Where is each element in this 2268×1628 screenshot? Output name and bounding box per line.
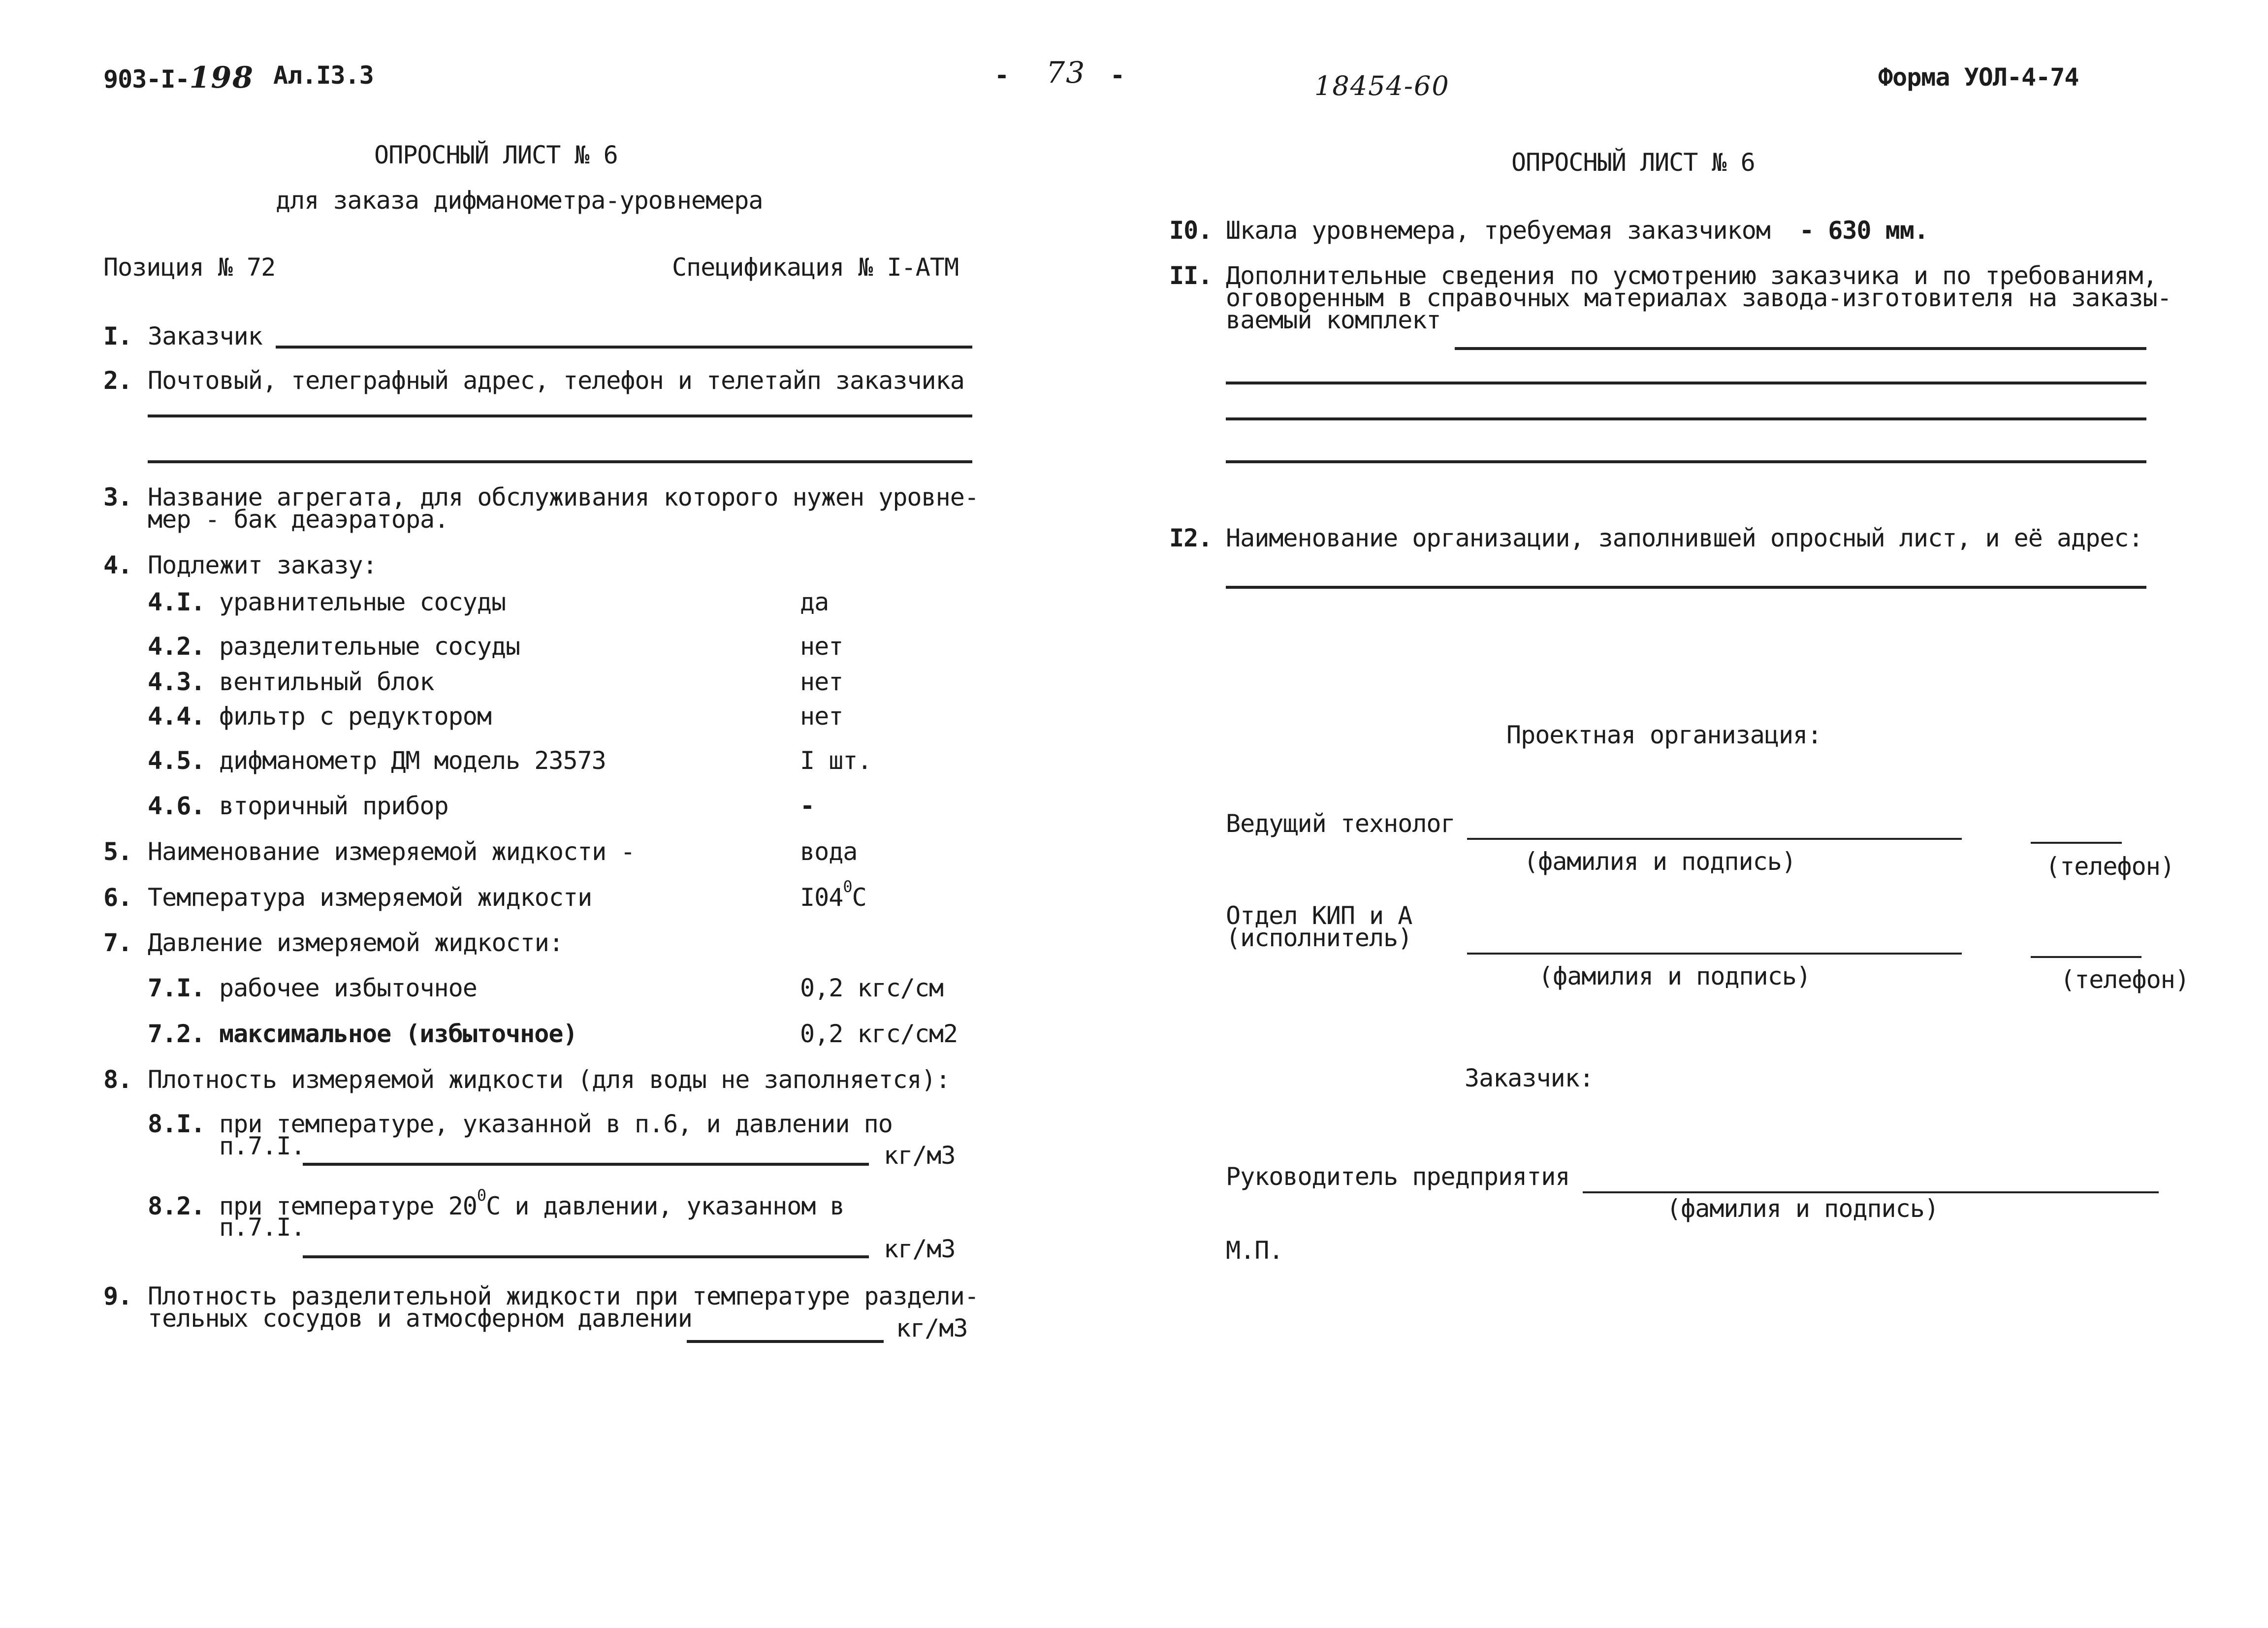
kip-department-line-2: (исполнитель) — [1226, 924, 1412, 952]
item-7-1-number: 7.I. — [148, 974, 205, 1002]
sign-caption-3: (фамилия и подпись) — [1666, 1194, 1939, 1223]
item-4-number: 4. — [103, 551, 132, 579]
item-8-number: 8. — [103, 1065, 132, 1094]
item-3-line-2: мер - бак деаэратора. — [148, 505, 449, 534]
item-2-number: 2. — [103, 366, 132, 395]
project-organization-heading: Проектная организация: — [1506, 721, 1822, 749]
item-8-2-line-1-a: при температуре 20 — [219, 1192, 477, 1220]
left-title: ОПРОСНЫЙ ЛИСТ № 6 — [374, 141, 618, 169]
item-8-label: Плотность измеряемой жидкости (для воды не заполняется): — [148, 1065, 950, 1094]
specification-number: Спецификация № I-АТМ — [672, 253, 959, 282]
item-11-field-line-4 — [1226, 460, 2146, 463]
form-code: Форма УОЛ-4-74 — [1878, 63, 2079, 92]
item-11-line-3: ваемый комплект — [1226, 306, 1441, 334]
kip-department-line-1: Отдел КИП и А — [1226, 901, 1412, 930]
item-3-line-1: Название агрегата, для обслуживания которого нужен уровне- — [148, 483, 979, 511]
item-4-4-label: фильтр с редуктором — [219, 702, 491, 731]
item-6-unit: С — [852, 883, 866, 912]
item-9-unit: кг/м3 — [896, 1314, 968, 1342]
address-field-line-1 — [148, 415, 972, 417]
lead-technologist-phone-line — [2031, 842, 2122, 844]
page-number: 73 — [1046, 56, 1086, 90]
item-4-1-value: да — [800, 588, 829, 616]
item-6-value — [800, 877, 866, 912]
lead-technologist-label: Ведущий технолог — [1226, 809, 1455, 838]
item-4-4-number: 4.4. — [148, 702, 205, 731]
item-1-number: I. — [103, 322, 132, 351]
page-dash-right: - — [1110, 61, 1125, 90]
item-4-5-number: 4.5. — [148, 746, 205, 775]
item-10-value: - 630 мм. — [1799, 216, 1928, 245]
phone-caption-2: (телефон) — [2060, 965, 2189, 994]
item-5-label: Наименование измеряемой жидкости - — [148, 837, 635, 866]
item-4-6-label: вторичный прибор — [219, 792, 448, 820]
item-4-2-value: нет — [800, 632, 843, 661]
item-5-number: 5. — [103, 837, 132, 866]
item-8-1-field-line — [303, 1163, 869, 1166]
item-8-1-line-2: п.7.I. — [219, 1132, 305, 1160]
right-title: ОПРОСНЫЙ ЛИСТ № 6 — [1511, 148, 1755, 177]
item-6-value-number: I04 — [800, 883, 843, 912]
item-5-value: вода — [800, 837, 858, 866]
customer-heading: Заказчик: — [1465, 1064, 1594, 1092]
item-11-number: II. — [1169, 261, 1213, 290]
customer-field-line — [276, 346, 972, 349]
enterprise-director-sign-line — [1583, 1191, 2159, 1193]
item-6-label: Температура измеряемой жидкости — [148, 883, 592, 912]
item-8-2-line-1 — [219, 1186, 844, 1220]
position-number: Позиция № 72 — [103, 253, 276, 282]
item-8-1-line-1: при температуре, указанной в п.6, и давлении по — [219, 1110, 893, 1138]
enterprise-director-label: Руководитель предприятия — [1226, 1162, 1570, 1191]
phone-caption-1: (телефон) — [2045, 852, 2174, 881]
item-4-6-value: - — [800, 792, 815, 820]
item-4-5-label: дифманометр ДМ модель 23573 — [219, 746, 606, 775]
item-7-2-value: 0,2 кгс/см2 — [800, 1020, 958, 1048]
item-11-line-1: Дополнительные сведения по усмотрению заказчика и по требованиям, — [1226, 261, 2157, 290]
item-8-2-line-2: п.7.I. — [219, 1213, 305, 1242]
item-12-field-line — [1226, 586, 2146, 589]
left-subtitle: для заказа дифманометра-уровнемера — [276, 186, 763, 215]
doc-code-prefix: 903-I- — [103, 65, 190, 94]
archive-number: 18454-60 — [1314, 70, 1450, 101]
sign-caption-2: (фамилия и подпись) — [1538, 962, 1811, 990]
item-8-2-field-line — [303, 1255, 869, 1258]
item-12-label: Наименование организации, заполнившей опросный лист, и её адрес: — [1226, 524, 2143, 552]
item-11-line-2: оговоренным в справочных материалах завода-изготовителя на заказы- — [1226, 284, 2172, 312]
item-1-label: Заказчик — [148, 322, 262, 351]
item-4-4-value: нет — [800, 702, 843, 731]
item-4-3-value: нет — [800, 668, 843, 696]
item-4-5-value: I шт. — [800, 746, 872, 775]
item-7-1-label: рабочее избыточное — [219, 974, 477, 1002]
item-12-number: I2. — [1169, 524, 1213, 552]
lead-technologist-sign-line — [1467, 838, 1962, 840]
item-7-2-number: 7.2. — [148, 1020, 205, 1048]
item-4-2-label: разделительные сосуды — [219, 632, 520, 661]
item-8-1-unit: кг/м3 — [884, 1141, 956, 1170]
item-8-2-line-1-b: С и давлении, указанном в — [486, 1192, 844, 1220]
item-6-number: 6. — [103, 883, 132, 912]
item-7-1-value: 0,2 кгс/см — [800, 974, 944, 1002]
kip-department-sign-line — [1467, 953, 1962, 955]
album-code: Ал.I3.3 — [273, 61, 374, 90]
doc-code — [103, 63, 254, 93]
item-9-line-1: Плотность разделительной жидкости при температуре раздели- — [148, 1282, 979, 1310]
item-4-1-label: уравнительные сосуды — [219, 588, 506, 616]
item-4-3-number: 4.3. — [148, 668, 205, 696]
item-7-number: 7. — [103, 928, 132, 957]
sign-caption-1: (фамилия и подпись) — [1524, 847, 1796, 876]
stamp-place-label: М.П. — [1226, 1236, 1283, 1265]
item-10-label: Шкала уровнемера, требуемая заказчиком — [1226, 216, 1770, 245]
item-10-number: I0. — [1169, 216, 1213, 245]
item-4-6-number: 4.6. — [148, 792, 205, 820]
item-4-1-number: 4.I. — [148, 588, 205, 616]
item-8-2-degree: 0 — [477, 1186, 486, 1205]
item-11-field-line-3 — [1226, 417, 2146, 420]
item-6-degree: 0 — [843, 877, 852, 896]
item-4-2-number: 4.2. — [148, 632, 205, 661]
kip-department-phone-line — [2031, 956, 2141, 958]
item-9-line-2: тельных сосудов и атмосферном давлении — [148, 1304, 692, 1333]
address-field-line-2 — [148, 460, 972, 463]
item-7-label: Давление измеряемой жидкости: — [148, 928, 563, 957]
item-2-label: Почтовый, телеграфный адрес, телефон и телетайп заказчика — [148, 366, 964, 395]
item-9-number: 9. — [103, 1282, 132, 1310]
item-11-field-line-2 — [1226, 382, 2146, 384]
doc-code-handwritten: 198 — [189, 61, 254, 95]
item-8-2-number: 8.2. — [148, 1192, 205, 1220]
item-8-1-number: 8.I. — [148, 1110, 205, 1138]
item-8-2-unit: кг/м3 — [884, 1235, 956, 1263]
item-7-2-label: максимальное (избыточное) — [219, 1020, 577, 1048]
item-4-3-label: вентильный блок — [219, 668, 434, 696]
item-4-label: Подлежит заказу: — [148, 551, 377, 579]
page-dash-left: - — [994, 61, 1009, 90]
item-3-number: 3. — [103, 483, 132, 511]
item-9-field-line — [687, 1340, 884, 1343]
item-11-field-line-1 — [1455, 347, 2146, 350]
